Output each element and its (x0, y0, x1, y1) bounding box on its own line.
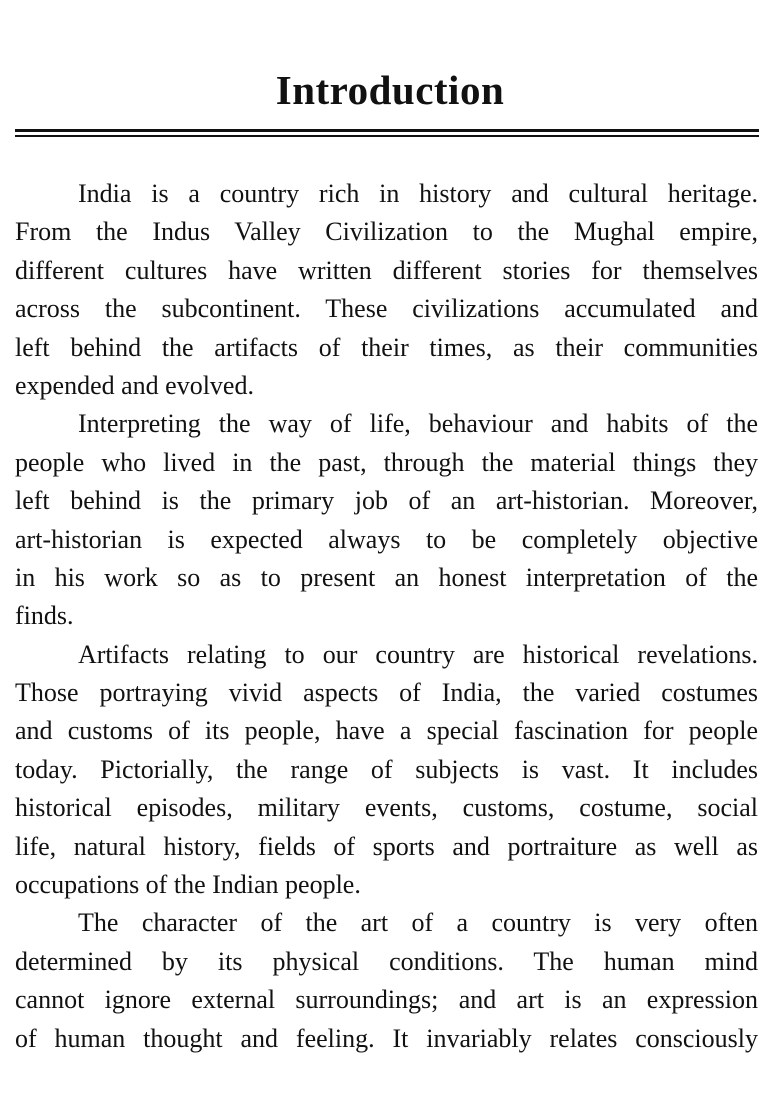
text-line: Interpreting the way of life, behaviour and habits of the (78, 409, 758, 439)
text-line: different cultures have written different stories for themselves (15, 255, 758, 285)
text-line: in his work so as to present an honest interpretation of the (15, 562, 758, 592)
text-line: Artifacts relating to our country are historical revelations. (78, 639, 758, 669)
text-line: From the Indus Valley Civilization to the Mughal empire, (15, 217, 758, 247)
title-rule-bottom (15, 135, 759, 137)
text-line: determined by its physical conditions. The human mind (15, 946, 758, 976)
paragraph (15, 405, 758, 635)
text-line: art-historian is expected always to be completely objective (15, 524, 758, 554)
body-text (15, 175, 758, 1058)
text-line: finds. (15, 601, 74, 631)
text-line: today. Pictorially, the range of subjects is vast. It includes (15, 754, 758, 784)
text-line: people who lived in the past, through the material things they (15, 447, 758, 477)
text-line: left behind the artifacts of their times, as their communities (15, 332, 758, 362)
title-rule-top (15, 129, 759, 132)
text-line: expended and evolved. (15, 370, 254, 400)
text-line: life, natural history, fields of sports and portraiture as well as (15, 831, 758, 861)
page-title: Introduction (275, 67, 505, 113)
text-line: and customs of its people, have a special fascination for people (15, 716, 758, 746)
text-line: across the subcontinent. These civilizations accumulated and (15, 294, 758, 324)
text-line: left behind is the primary job of an art-historian. Moreover, (15, 486, 758, 516)
text-line: The character of the art of a country is very often (78, 908, 758, 938)
paragraph (15, 904, 758, 1058)
text-line: Those portraying vivid aspects of India, the varied costumes (15, 678, 758, 708)
text-line: of human thought and feeling. It invariably relates consciously (15, 1023, 758, 1053)
text-line: historical episodes, military events, customs, costume, social (15, 793, 758, 823)
paragraph (15, 175, 758, 405)
text-line: occupations of the Indian people. (15, 870, 361, 900)
paragraph (15, 636, 758, 905)
text-line: India is a country rich in history and cultural heritage. (78, 179, 758, 208)
text-line: cannot ignore external surroundings; and art is an expression (15, 985, 758, 1015)
